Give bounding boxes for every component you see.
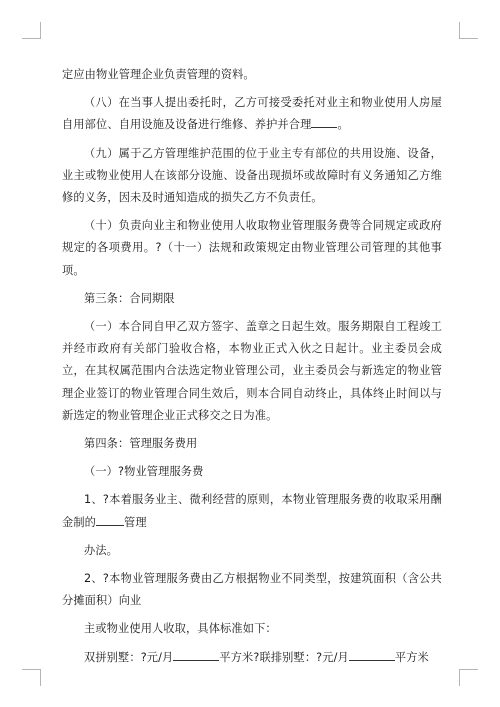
crop-mark-top-left-v bbox=[40, 22, 41, 39]
fill-blank bbox=[311, 116, 337, 128]
crop-mark-top-right-h bbox=[460, 38, 478, 39]
paragraph-item-9: （九）属于乙方管理维护范围的位于业主专有部位的共用设施、设备，业主或物业使用人在该部分设施、设备出现损坏或故障时有义务通知乙方维修的义务，因未及时通知造成的损失乙方不负责任。 bbox=[62, 146, 442, 205]
unit-label: 平方米 bbox=[394, 650, 429, 664]
paragraph-item-10-11: （十）负责向业主和物业使用人收取物业管理服务费等合同规定或政府规定的各项费用。?（十一）法规和政策规定由物业管理公司管理的其他事项。 bbox=[62, 219, 442, 277]
paragraph-fee-1 bbox=[62, 489, 442, 533]
paragraph-fee-2: 2、?本物业管理服务费由乙方根据物业不同类型，按建筑面积（含公共分摊面积）向业 bbox=[62, 572, 442, 608]
heading-article-4: 第四条：管理服务费用 bbox=[84, 437, 198, 451]
fill-blank bbox=[96, 514, 110, 526]
fill-blank bbox=[110, 514, 124, 526]
crop-mark-bottom-right-v bbox=[459, 669, 460, 686]
villa-row-label: 平方米?联排别墅：?元/月 bbox=[219, 650, 349, 664]
item-8-text: （八）在当事人提出委托时，乙方可接受委托对业主和物业使用人房屋自用部位、自用设施及设备进行维修、养护并合理 bbox=[62, 96, 442, 132]
paragraph-fee-2-cont: 主或物业使用人收取，具体标准如下： bbox=[84, 622, 277, 636]
crop-mark-bottom-left-v bbox=[40, 669, 41, 686]
villa-double-label: 双拼别墅：?元/月 bbox=[84, 650, 174, 664]
crop-mark-bottom-left-h bbox=[22, 669, 40, 670]
fill-blank bbox=[173, 649, 219, 661]
crop-mark-bottom-right-h bbox=[460, 669, 478, 670]
paragraph-fee-standard bbox=[62, 647, 442, 669]
fee-1-text: 1、?本着服务业主、微利经营的原则，本物业管理服务费的收取采用酬金制的 bbox=[62, 493, 442, 529]
crop-mark-top-left-h bbox=[22, 38, 40, 39]
paragraph-item-8 bbox=[62, 92, 442, 136]
document-body bbox=[62, 64, 442, 669]
fill-blank bbox=[349, 649, 395, 661]
heading-article-3: 第三条：合同期限 bbox=[84, 291, 175, 305]
heading-service-fee: （一）?物业管理服务费 bbox=[84, 465, 204, 479]
fee-1-end: 管理 bbox=[124, 515, 147, 529]
item-8-end: 。 bbox=[337, 118, 349, 132]
paragraph-continuation: 定应由物业管理企业负责管理的资料。 bbox=[62, 68, 255, 81]
paragraph-term: （一）本合同自甲乙双方签字、盖章之日起生效。服务期限自工程竣工并经市政府有关部门验收合格，本物业正式入伙之日起计。业主委员会成立，在其权属范围内合法选定物业管理公司，业主委员会与新选定的物业管理企业签订的物业管理合同生效后，则本合同自动终止，具体终止时间以与新选定的物业管理企业正式移交之日为准。 bbox=[62, 320, 442, 422]
crop-mark-top-right-v bbox=[459, 22, 460, 39]
paragraph-fee-1-cont: 办法。 bbox=[84, 543, 119, 557]
